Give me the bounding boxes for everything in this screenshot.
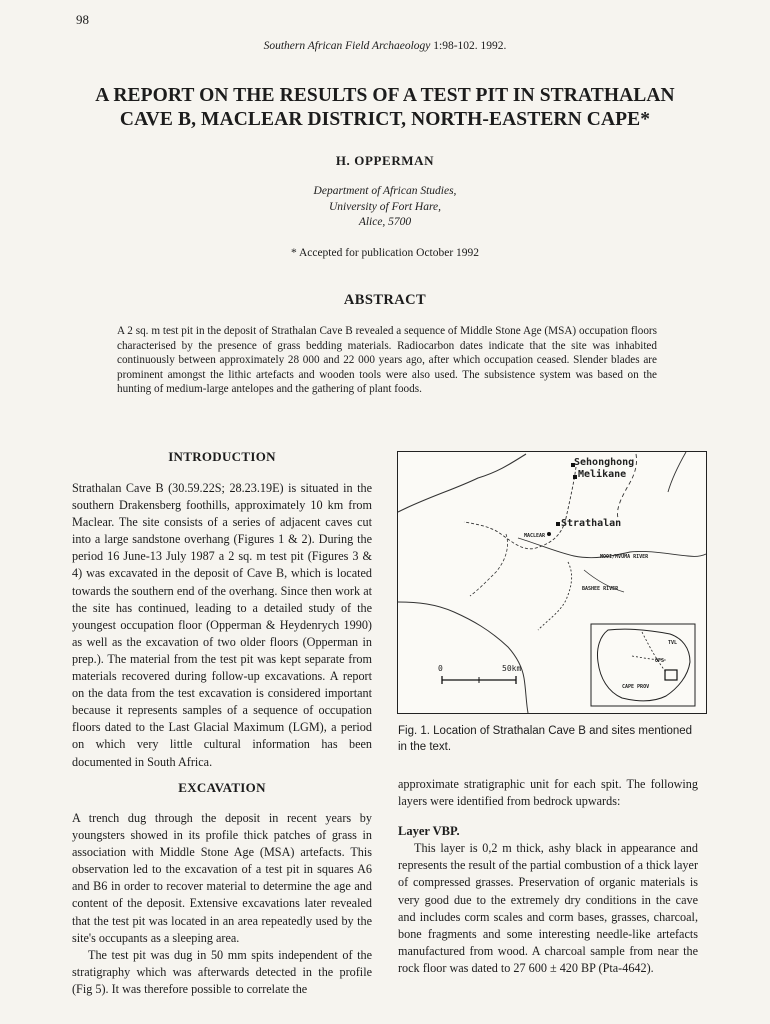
label-mooi-river: MOOI/MVUMA RIVER: [600, 554, 649, 560]
layer-vbp-text: This layer is 0,2 m thick, ashy black in appearance and represents the result of the partial combustion of a thick layer of compressed grasses. Preservation of organic materials is very good due to the extremely dry conditions in the cave and includes corm scales and corm bases, grasses, charcoal, bone fragments and some interesting needle-like artefacts manufactured from wood. A charcoal sample from near the rock floor was dated to 27 600 ± 420 BP (Pta-4642).: [398, 841, 698, 975]
river-west: [470, 534, 508, 596]
affiliation: [0, 184, 770, 231]
label-maclear: MACLEAR: [524, 533, 546, 539]
introduction-heading: INTRODUCTION: [168, 449, 276, 464]
title-line-1: A REPORT ON THE RESULTS OF A TEST PIT IN STRATHALAN: [95, 85, 675, 106]
journal-citation: 1:98-102. 1992.: [433, 40, 507, 52]
journal-name: Southern African Field Archaeology: [263, 40, 431, 52]
article-title: [60, 84, 710, 132]
abstract-heading: ABSTRACT: [343, 292, 427, 308]
page-number: 98: [76, 12, 89, 27]
affiliation-university: University of Fort Hare,: [328, 200, 441, 213]
label-sehonghong: Sehonghong: [574, 457, 635, 468]
label-strathalan: Strathalan: [561, 518, 622, 529]
inset-map-frame: [591, 624, 695, 706]
maclear-marker: [547, 532, 551, 536]
stratigraphy-intro: approximate stratigraphic unit for each spit. The following layers were identified from bedrock upwards:: [398, 777, 698, 809]
journal-header: [0, 40, 770, 52]
abstract-text: A 2 sq. m test pit in the deposit of Strathalan Cave B revealed a sequence of Middle Stone Age (MSA) occupation floors characterised by the presence of grass bedding materials. Radiocarbon dates indicate that the site was inhabited continuously between approximately 28 000 and 22 000 years ago, after which occupation ceased. Slender blades are prominent amongst the lithic artefacts and wooden tools were also used. The subsistence system was based on the hunting of medium-large antelopes and the gathering of plant foods.: [117, 325, 657, 395]
inset-label-ofs: OFS: [655, 658, 665, 664]
excavation-body: [72, 810, 372, 998]
affiliation-department: Department of African Studies,: [313, 185, 457, 197]
river-upper: [464, 467, 576, 549]
scale-end-label: 50km: [502, 664, 522, 673]
bashee-river-line: [538, 562, 572, 630]
label-bashee-river: BASHEE RIVER: [582, 586, 619, 592]
author: H. OPPERMAN: [335, 153, 435, 168]
inset-label-cape-prov: CAPE PROV: [622, 684, 650, 690]
map-drawing: [398, 452, 706, 713]
inset-label-tvl: TVL: [668, 640, 678, 646]
affiliation-town: Alice, 5700: [358, 216, 412, 228]
acceptance-note: * Accepted for publication October 1992: [290, 247, 480, 259]
right-column-body: [398, 776, 698, 977]
melikane-marker: [573, 475, 577, 479]
title-line-2: CAVE B, MACLEAR DISTRICT, NORTH-EASTERN CAPE*: [119, 109, 651, 130]
strathalan-marker: [556, 522, 560, 526]
scale-zero-label: 0: [438, 664, 443, 673]
excavation-heading: EXCAVATION: [178, 780, 266, 795]
label-melikane: Melikane: [578, 469, 627, 480]
layer-vbp-heading: Layer VBP.: [398, 824, 460, 839]
river-northeast: [668, 452, 686, 492]
excavation-paragraph-1: A trench dug through the deposit in recent years by youngsters showed in its profile thick patches of grass in association with Middle Stone Age (MSA) artefacts. This observation led to the excavation of a test pit in squares A6 and B6 in order to recover material to determine the age and content of the deposit. Extensive excavations later revealed that the test pit was located in an area repeatedly used by the site's occupants as a sleeping area.: [72, 811, 372, 945]
coastline-north: [398, 454, 526, 512]
introduction-paragraph: Strathalan Cave B (30.59.22S; 28.23.19E) is situated in the southern Drakensberg foothills, approximately 10 km from Maclear. The site consists of a series of adjacent caves cut into a large sandstone overhang (Figures 1 & 2). During the period 16 June-13 July 1987 a 2 sq. m test pit (Figures 3 & 4) was excavated in the deposit of Cave B, which is located towards the southern end of the overhang. Since then work at the site has continued, leading to a detailed study of the youngest occupation floor (Opperman & Heydenrych 1990) as well as the excavation of two older floors (Opperman in prep.). The material from the test pit was kept separate from materials recovered during follow-up excavations. A report on the data from the test excavation is considered important because it represents samples of a sequence of occupation floors dated to the Last Glacial Maximum (LGM), a period on which very little cultural information has been documented in South Africa.: [72, 481, 372, 769]
figure-1-caption: Fig. 1. Location of Strathalan Cave B and sites mentioned in the text.: [398, 725, 693, 753]
coastline-south: [398, 602, 528, 713]
figure-1-map: [397, 451, 707, 714]
introduction-body: [72, 480, 372, 771]
excavation-paragraph-2: The test pit was dug in 50 mm spits independent of the stratigraphy which was afterwards detected in the profile (Fig 5). It was therefore possible to correlate the: [72, 947, 372, 996]
